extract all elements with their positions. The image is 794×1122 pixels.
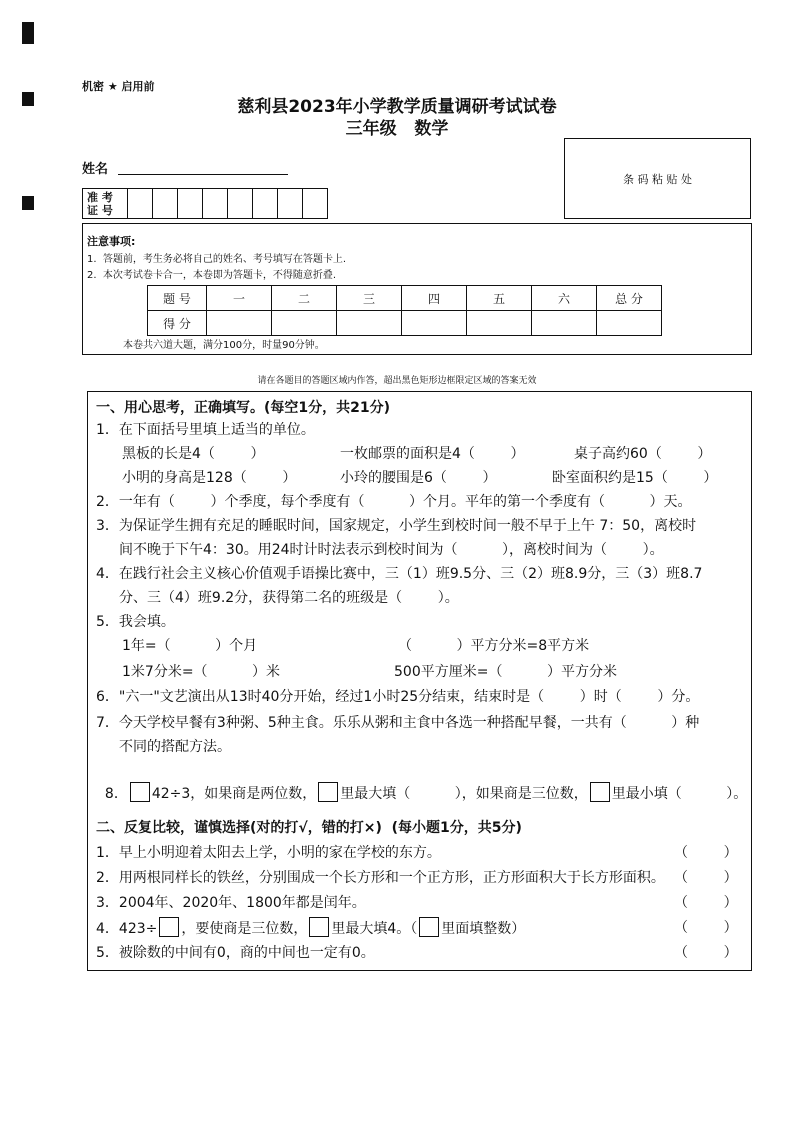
question-5: 5．我会填。 bbox=[96, 614, 175, 630]
judge-answer-paren[interactable]: （ ） bbox=[674, 870, 738, 886]
question-7-cont: 不同的搭配方法。 bbox=[119, 739, 231, 755]
score-input-cell[interactable] bbox=[272, 311, 337, 336]
score-table-cell: 总 分 bbox=[597, 286, 662, 311]
q8-digit-box[interactable] bbox=[318, 782, 338, 802]
exam-no-digit-box[interactable] bbox=[202, 188, 228, 219]
judge-item: 1．早上小明迎着太阳去上学，小明的家在学校的东方。 bbox=[96, 845, 441, 861]
question-8 bbox=[96, 766, 747, 803]
question-4: 4．在践行社会主义核心价值观手语操比赛中，三（1）班9.5分、三（2）班8.9分，三（3）班8.7 bbox=[96, 566, 703, 582]
answer-area-note: 请在各题目的答题区域内作答，超出黑色矩形边框限定区域的答案无效 bbox=[257, 376, 537, 386]
q1-item: 小明的身高是128（ ） bbox=[122, 470, 297, 486]
q5-item: 1年=（ ）个月 bbox=[122, 638, 258, 654]
q1-item: 一枚邮票的面积是4（ ） bbox=[340, 446, 525, 462]
judge-item: 2．用两根同样长的铁丝，分别围成一个长方形和一个正方形，正方形面积大于长方形面积。 bbox=[96, 870, 665, 886]
score-input-cell[interactable] bbox=[402, 311, 467, 336]
exam-no-digit-box[interactable] bbox=[302, 188, 328, 219]
judge-item: 3．2004年、2020年、1800年都是闰年。 bbox=[96, 895, 366, 911]
j4-prefix: 4．423÷ bbox=[96, 921, 158, 937]
score-table-cell: 五 bbox=[467, 286, 532, 311]
barcode-label: 条 码 粘 贴 处 bbox=[623, 173, 692, 186]
score-input-cell[interactable] bbox=[207, 311, 272, 336]
question-3: 3．为保证学生拥有充足的睡眠时间，国家规定，小学生到校时间一般不早于上午 7：50，离校时 bbox=[96, 518, 697, 534]
j4-digit-box[interactable] bbox=[159, 917, 179, 937]
question-1: 1．在下面括号里填上适当的单位。 bbox=[96, 422, 315, 438]
question-6: 6．"六一"文艺演出从13时40分开始，经过1小时25分结束，结束时是（ ）时（ ）分。 bbox=[96, 689, 700, 705]
score-input-cell[interactable] bbox=[532, 311, 597, 336]
section2-heading: 二、反复比较，谨慎选择(对的打√，错的打×) (每小题1分，共5分) bbox=[96, 820, 522, 836]
exam-no-digit-box[interactable] bbox=[177, 188, 203, 219]
question-7: 7．今天学校早餐有3种粥、5种主食。乐乐从粥和主食中各选一种搭配早餐，一共有（ ）种 bbox=[96, 715, 700, 731]
q1-item: 卧室面积约是15（ ） bbox=[552, 470, 718, 486]
exam-no-digit-box[interactable] bbox=[127, 188, 153, 219]
notice-footer: 本卷共六道大题，满分100分，时量90分钟。 bbox=[123, 340, 325, 351]
judge-answer-paren[interactable]: （ ） bbox=[674, 895, 738, 911]
q8-digit-box[interactable] bbox=[590, 782, 610, 802]
q8-text-2: 里最大填（ ），如果商是三位数， bbox=[340, 786, 588, 802]
notice-title: 注意事项: bbox=[87, 235, 136, 248]
name-label: 姓名 bbox=[82, 162, 109, 177]
q8-text-1: 42÷3，如果商是两位数， bbox=[151, 786, 317, 802]
q8-text-3: 里最小填（ ）。 bbox=[611, 786, 748, 802]
score-table-cell: 四 bbox=[402, 286, 467, 311]
barcode-area bbox=[564, 138, 751, 219]
q1-item: 黑板的长是4（ ） bbox=[122, 446, 265, 462]
notice-item: 2. 本次考试卷卡合一，本卷即为答题卡，不得随意折叠. bbox=[87, 270, 337, 281]
score-input-cell[interactable] bbox=[597, 311, 662, 336]
j4-text-1: ，要使商是三位数， bbox=[181, 921, 308, 937]
q1-item: 桌子高约60（ ） bbox=[574, 446, 712, 462]
j4-digit-box[interactable] bbox=[419, 917, 439, 937]
name-underline[interactable] bbox=[118, 174, 288, 175]
exam-title: 慈利县2023年小学教学质量调研考试试卷 bbox=[237, 97, 557, 117]
score-table bbox=[147, 285, 662, 336]
q8-prefix: 8． bbox=[104, 786, 128, 802]
exam-no-label-line2: 证 号 bbox=[87, 204, 113, 217]
j4-text-2: 里最大填4。（ bbox=[331, 921, 418, 937]
judge-item-4 bbox=[96, 917, 525, 938]
j4-text-3: 里面填整数） bbox=[441, 921, 526, 937]
score-input-cell[interactable] bbox=[467, 311, 532, 336]
score-input-cell[interactable] bbox=[337, 311, 402, 336]
question-3-cont: 间不晚于下午4：30。用24时计时法表示到校时间为（ ），离校时间为（ ）。 bbox=[119, 542, 664, 558]
question-2: 2．一年有（ ）个季度，每个季度有（ ）个月。平年的第一个季度有（ ）天。 bbox=[96, 494, 692, 510]
exam-no-digit-box[interactable] bbox=[227, 188, 253, 219]
score-table-cell: 得 分 bbox=[148, 311, 207, 336]
scan-mark-top bbox=[22, 22, 34, 44]
exam-no-digit-box[interactable] bbox=[277, 188, 303, 219]
q5-item: 1米7分米=（ ）米 bbox=[122, 664, 281, 680]
q8-digit-box[interactable] bbox=[130, 782, 150, 802]
judge-answer-paren[interactable]: （ ） bbox=[674, 945, 738, 961]
exam-no-digit-box[interactable] bbox=[152, 188, 178, 219]
exam-subtitle: 三年级 数学 bbox=[345, 119, 449, 139]
j4-digit-box[interactable] bbox=[309, 917, 329, 937]
q5-item: 500平方厘米=（ ）平方分米 bbox=[394, 664, 617, 680]
notice-item: 1. 答题前，考生务必将自己的姓名、考号填写在答题卡上. bbox=[87, 254, 347, 265]
exam-no-digit-box[interactable] bbox=[252, 188, 278, 219]
scan-mark-2 bbox=[22, 196, 34, 210]
score-table-header-row bbox=[148, 286, 662, 311]
score-table-cell: 题 号 bbox=[148, 286, 207, 311]
score-table-cell: 二 bbox=[272, 286, 337, 311]
judge-item: 5．被除数的中间有0，商的中间也一定有0。 bbox=[96, 945, 375, 961]
score-table-cell: 一 bbox=[207, 286, 272, 311]
question-4-cont: 分、三（4）班9.2分，获得第二名的班级是（ ）。 bbox=[119, 590, 459, 606]
score-table-score-row bbox=[148, 311, 662, 336]
q5-item: （ ）平方分米=8平方米 bbox=[398, 638, 590, 654]
judge-answer-paren[interactable]: （ ） bbox=[674, 920, 738, 936]
q1-item: 小玲的腰围是6（ ） bbox=[340, 470, 497, 486]
exam-no-label bbox=[82, 188, 128, 219]
score-table-cell: 六 bbox=[532, 286, 597, 311]
exam-no-label-line1: 准 考 bbox=[87, 191, 113, 204]
confidential-label: 机密 ★ 启用前 bbox=[82, 80, 155, 93]
score-table-cell: 三 bbox=[337, 286, 402, 311]
section1-heading: 一、用心思考，正确填写。(每空1分，共21分) bbox=[96, 400, 391, 416]
judge-answer-paren[interactable]: （ ） bbox=[674, 845, 738, 861]
